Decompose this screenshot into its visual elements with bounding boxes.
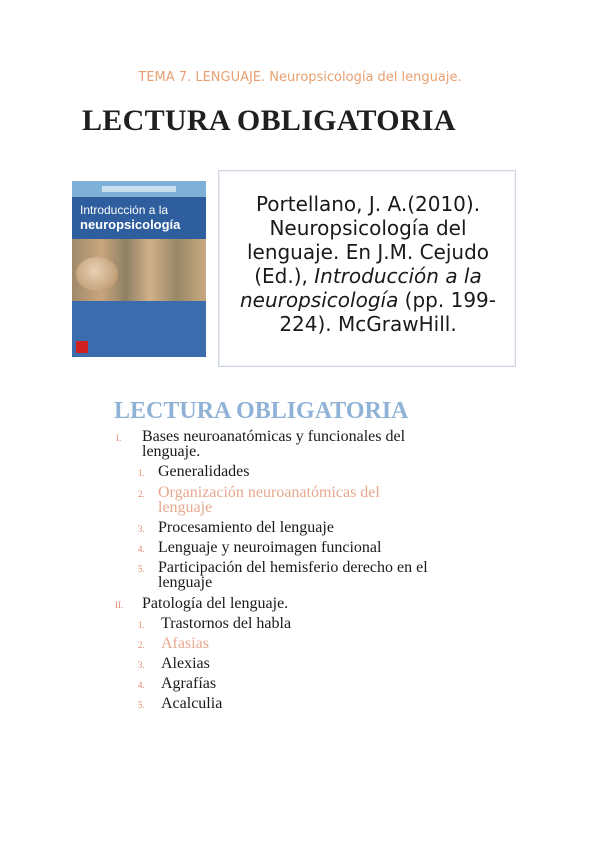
- outline-num-II-4: 4.: [138, 680, 145, 690]
- cover-top-band: [72, 181, 206, 197]
- outline-num-II-5: 5.: [138, 700, 145, 710]
- outline-item-II: Patología del lenguaje.: [142, 595, 289, 612]
- reference-text: [226, 192, 510, 336]
- outline-num-I: I.: [116, 433, 122, 443]
- reference-part1: Portellano, J. A.(2010). Neuropsicología del lenguaje. En J.M. Cejudo (Ed.),: [246, 192, 490, 288]
- outline-item-I-line1: Bases neuroanatómicas y funcionales del: [142, 428, 406, 445]
- outline-item-II-3: Alexias: [161, 655, 210, 672]
- outline-item-I-5-line2: lenguaje: [158, 574, 213, 591]
- outline-item-II-4: Agrafías: [161, 675, 217, 692]
- outline-num-I-3: 3.: [138, 524, 145, 534]
- cover-title-line1: Introducción a la: [80, 203, 169, 217]
- outline-item-I-2-line1: Organización neuroanatómicas del: [158, 484, 380, 501]
- outline-num-I-4: 4.: [138, 544, 145, 554]
- cover-author-strip: [102, 186, 176, 192]
- main-title: LECTURA OBLIGATORIA: [82, 104, 456, 137]
- section-title: LECTURA OBLIGATORIA: [114, 398, 409, 424]
- outline-num-II-1: 1.: [138, 620, 145, 630]
- outline-num-I-2: 2.: [138, 489, 145, 499]
- publisher-logo-icon: [76, 341, 88, 353]
- outline-num-II: II.: [115, 600, 124, 610]
- outline-item-I-line2: lenguaje.: [142, 443, 201, 460]
- brain-photo-icon: [76, 257, 118, 291]
- cover-bottom-band: [72, 301, 206, 357]
- page-header: TEMA 7. LENGUAJE. Neuropsicología del lenguaje.: [138, 70, 462, 85]
- outline-num-I-5: 5.: [138, 564, 145, 574]
- reference-part2: (pp. 199-224). McGrawHill.: [279, 288, 496, 336]
- outline-item-I-4: Lenguaje y neuroimagen funcional: [158, 539, 382, 556]
- outline-item-I-5-line1: Participación del hemisferio derecho en el: [158, 559, 428, 576]
- outline-item-I-1: Generalidades: [158, 463, 250, 480]
- outline-item-II-1: Trastornos del habla: [161, 615, 292, 632]
- cover-title-line2: neuropsicología: [80, 217, 181, 232]
- book-cover-image: [72, 181, 206, 357]
- reference-book-title: Introducción a la neuropsicología: [240, 264, 482, 312]
- outline-num-I-1: 1.: [138, 468, 145, 478]
- outline-num-II-3: 3.: [138, 660, 145, 670]
- outline-item-II-5: Acalculia: [161, 695, 223, 712]
- outline-num-II-2: 2.: [138, 640, 145, 650]
- outline-item-I-2-line2: lenguaje: [158, 499, 213, 516]
- outline-item-II-2: Afasias: [161, 635, 209, 652]
- outline-item-I-3: Procesamiento del lenguaje: [158, 519, 334, 536]
